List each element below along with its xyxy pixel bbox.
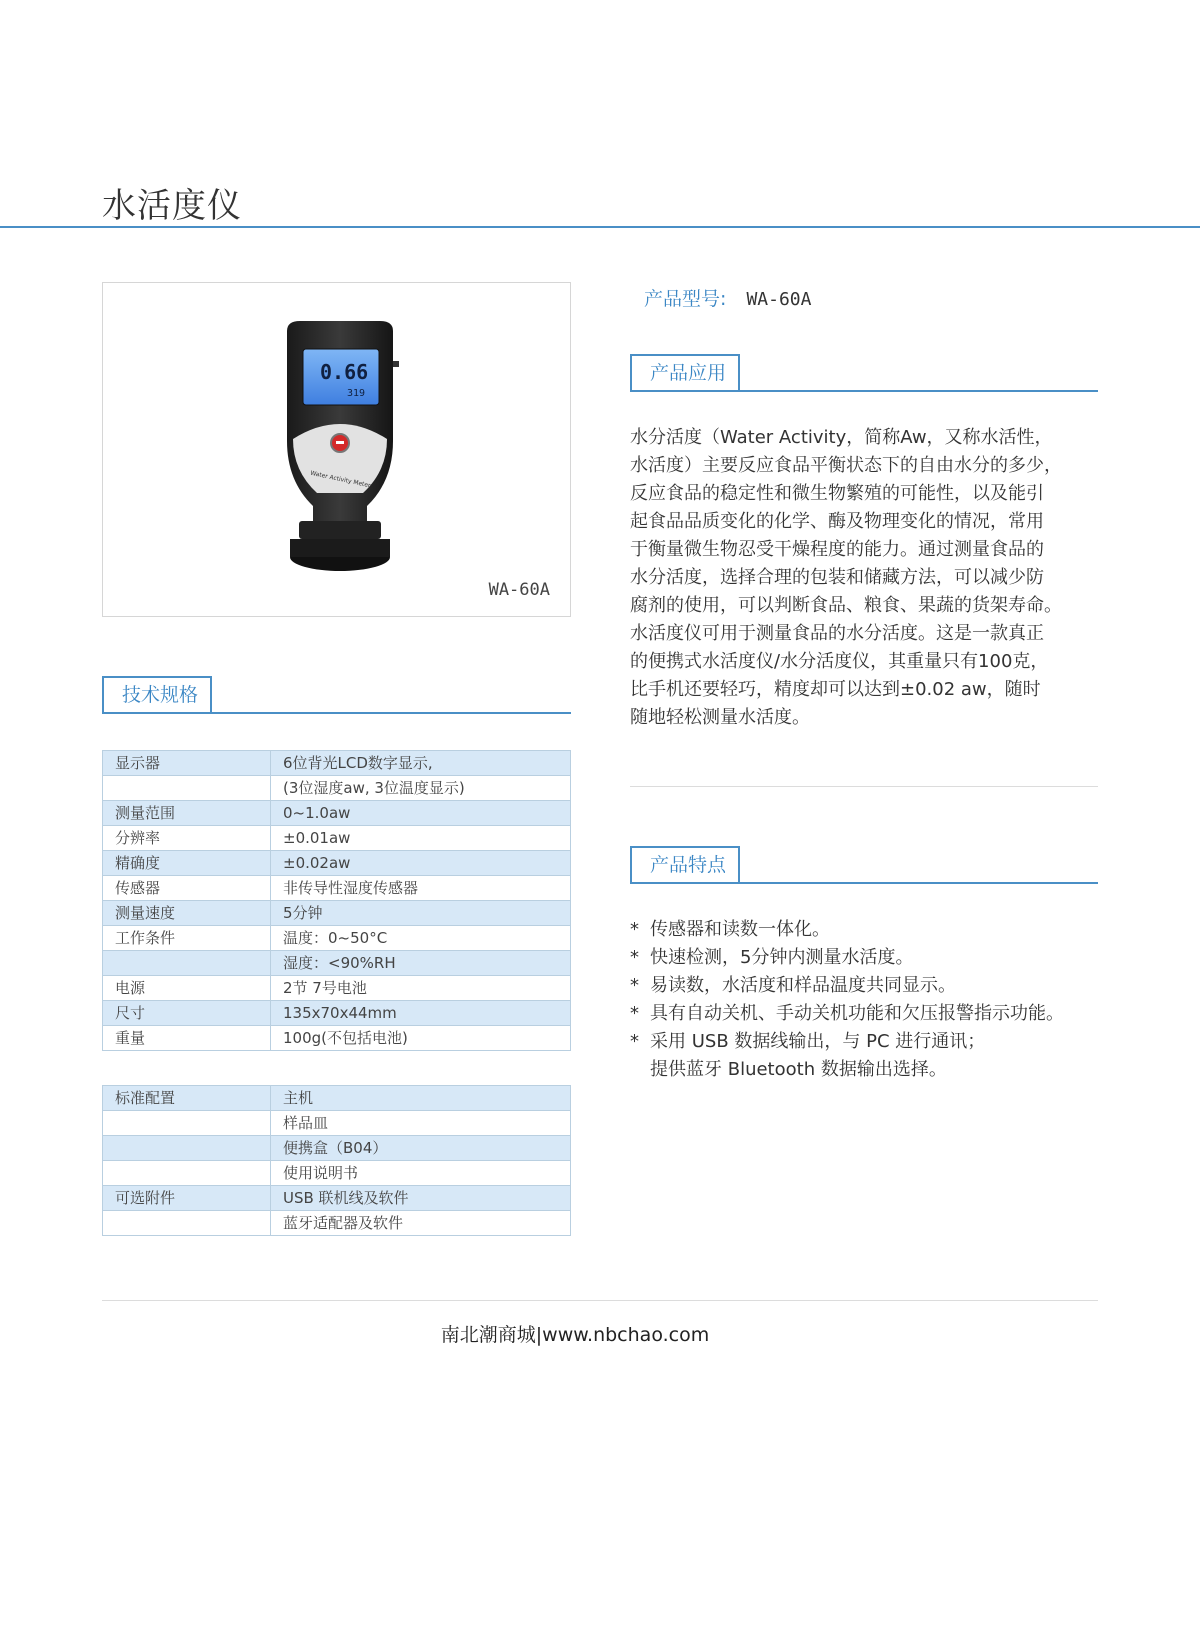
table-row <box>103 951 571 976</box>
section-underline <box>102 712 571 714</box>
table-row <box>103 1211 571 1236</box>
spec-key <box>103 1111 271 1136</box>
application-line: 于衡量微生物忍受干燥程度的能力。通过测量食品的 <box>630 539 1044 560</box>
spec-value: ±0.02aw <box>271 851 571 876</box>
section-features-header <box>630 846 1098 884</box>
application-line: 反应食品的稳定性和微生物繁殖的可能性，以及能引 <box>630 483 1044 504</box>
spec-key <box>103 951 271 976</box>
spec-key: 测量范围 <box>103 801 271 826</box>
spec-value: 非传导性湿度传感器 <box>271 876 571 901</box>
application-line: 水活度仪可用于测量食品的水分活度。这是一款真正 <box>630 623 1044 644</box>
spec-key: 可选附件 <box>103 1186 271 1211</box>
spec-table <box>102 750 571 1051</box>
application-line: 水分活度（Water Activity，简称Aw，又称水活性， <box>630 427 1053 448</box>
table-row <box>103 826 571 851</box>
table-row <box>103 1136 571 1161</box>
feature-item <box>630 1000 1110 1028</box>
feature-item <box>630 944 1110 972</box>
spec-value: 2节 7号电池 <box>271 976 571 1001</box>
table-row <box>103 1026 571 1051</box>
spec-key: 精确度 <box>103 851 271 876</box>
page-title: 水活度仪 <box>102 186 242 226</box>
section-underline <box>630 390 1098 392</box>
table-row <box>103 1001 571 1026</box>
config-table <box>102 1085 571 1236</box>
spec-key <box>103 1136 271 1161</box>
application-line: 水活度）主要反应食品平衡状态下的自由水分的多少， <box>630 455 1062 476</box>
spec-value: 样品皿 <box>271 1111 571 1136</box>
table-row <box>103 976 571 1001</box>
model-value: WA-60A <box>746 289 812 310</box>
feature-subtext: 提供蓝牙 Bluetooth 数据输出选择。 <box>650 1059 947 1080</box>
table-row <box>103 776 571 801</box>
application-text <box>630 424 1100 732</box>
features-list <box>630 916 1110 1084</box>
spec-key: 传感器 <box>103 876 271 901</box>
spec-value: 主机 <box>271 1086 571 1111</box>
section-specs-header <box>102 676 571 714</box>
spec-value: 温度：0~50°C <box>271 926 571 951</box>
bullet-star: * <box>630 1003 639 1024</box>
model-label: 产品型号: <box>644 288 727 310</box>
application-line: 水分活度，选择合理的包装和储藏方法，可以减少防 <box>630 567 1044 588</box>
table-row <box>103 926 571 951</box>
spec-key: 重量 <box>103 1026 271 1051</box>
spec-key <box>103 1211 271 1236</box>
feature-item <box>630 972 1110 1000</box>
spec-key: 工作条件 <box>103 926 271 951</box>
table-row <box>103 901 571 926</box>
table-row <box>103 1186 571 1211</box>
spec-key: 尺寸 <box>103 1001 271 1026</box>
spec-value: 100g(不包括电池) <box>271 1026 571 1051</box>
application-line: 比手机还要轻巧，精度却可以达到±0.02 aw，随时 <box>630 679 1041 700</box>
spec-value: ±0.01aw <box>271 826 571 851</box>
footer-divider <box>102 1300 1098 1301</box>
spec-key: 显示器 <box>103 751 271 776</box>
spec-key: 标准配置 <box>103 1086 271 1111</box>
feature-text: 具有自动关机、手动关机功能和欠压报警指示功能。 <box>650 1003 1064 1024</box>
model-line <box>644 284 811 311</box>
product-image-box <box>102 282 571 617</box>
spec-value: (3位湿度aw, 3位温度显示) <box>271 776 571 801</box>
section-application-header <box>630 354 1098 392</box>
spec-key <box>103 1161 271 1186</box>
spec-key: 测量速度 <box>103 901 271 926</box>
feature-text: 传感器和读数一体化。 <box>650 919 830 940</box>
section-features-title: 产品特点 <box>630 846 740 882</box>
spec-value: 6位背光LCD数字显示, <box>271 751 571 776</box>
spec-key: 分辨率 <box>103 826 271 851</box>
spec-value: 135x70x44mm <box>271 1001 571 1026</box>
spec-value: USB 联机线及软件 <box>271 1186 571 1211</box>
table-row <box>103 876 571 901</box>
section-application-title: 产品应用 <box>630 354 740 390</box>
spec-value: 5分钟 <box>271 901 571 926</box>
feature-text: 快速检测，5分钟内测量水活度。 <box>650 947 914 968</box>
table-row <box>103 851 571 876</box>
application-line: 腐剂的使用，可以判断食品、粮食、果蔬的货架寿命。 <box>630 595 1062 616</box>
lcd-sub-reading: 319 <box>347 388 366 399</box>
spec-value: 湿度：<90%RH <box>271 951 571 976</box>
bullet-star: * <box>630 1031 639 1052</box>
section-underline <box>630 882 1098 884</box>
feature-item <box>630 916 1110 944</box>
application-line: 随地轻松测量水活度。 <box>630 707 810 728</box>
table-row <box>103 1086 571 1111</box>
table-row <box>103 801 571 826</box>
device-illustration <box>275 321 405 571</box>
spec-key: 电源 <box>103 976 271 1001</box>
table-row <box>103 751 571 776</box>
device-label: Water Activity Meter <box>309 469 372 490</box>
spec-value: 蓝牙适配器及软件 <box>271 1211 571 1236</box>
spec-value: 便携盒（B04） <box>271 1136 571 1161</box>
bullet-star: * <box>630 919 639 940</box>
bullet-star: * <box>630 975 639 996</box>
application-line: 起食品品质变化的化学、酶及物理变化的情况，常用 <box>630 511 1044 532</box>
application-line: 的便携式水活度仪/水分活度仪，其重量只有100克， <box>630 651 1049 672</box>
spec-key <box>103 776 271 801</box>
table-row <box>103 1161 571 1186</box>
spec-value: 0~1.0aw <box>271 801 571 826</box>
bullet-star: * <box>630 947 639 968</box>
title-rule <box>0 226 1200 228</box>
feature-item <box>630 1028 1110 1084</box>
feature-text: 易读数，水活度和样品温度共同显示。 <box>650 975 956 996</box>
footer-text: 南北潮商城|www.nbchao.com <box>440 1324 710 1346</box>
image-caption: WA-60A <box>488 580 550 600</box>
section-specs-title: 技术规格 <box>102 676 212 712</box>
divider <box>630 786 1098 787</box>
feature-text: 采用 USB 数据线输出，与 PC 进行通讯； <box>650 1031 986 1052</box>
lcd-main-reading: 0.66 <box>320 360 369 384</box>
spec-value: 使用说明书 <box>271 1161 571 1186</box>
table-row <box>103 1111 571 1136</box>
